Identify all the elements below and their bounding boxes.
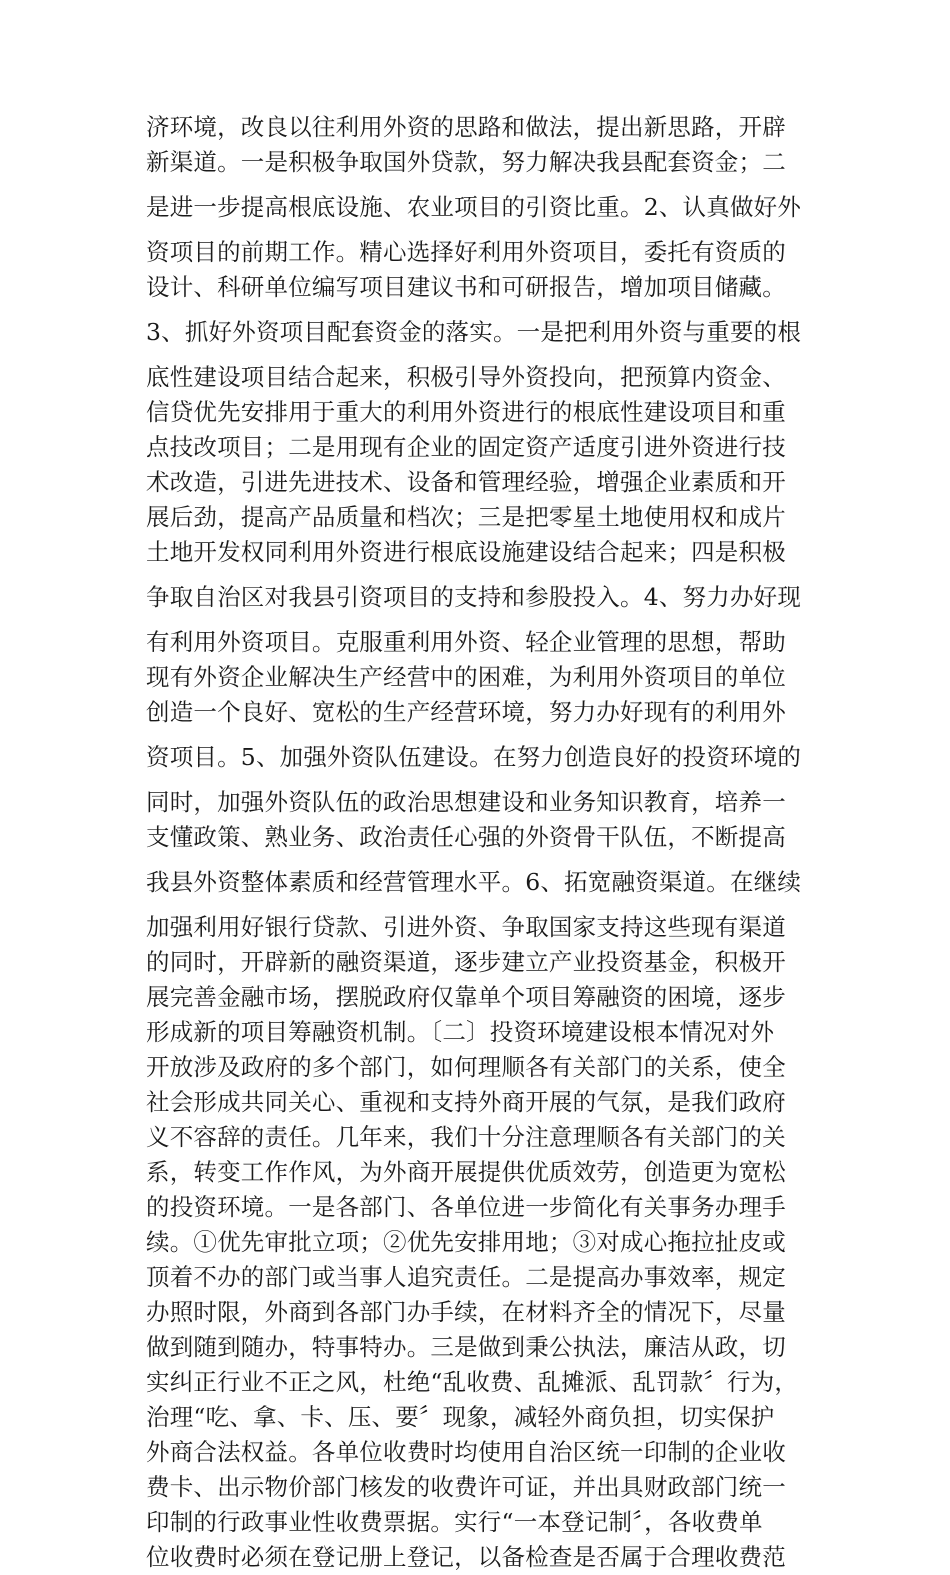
text-line: 社会形成共同关心、重视和支持外商开展的气氛，是我们政府: [146, 1088, 786, 1116]
text-line: 开放涉及政府的多个部门，如何理顺各有关部门的关系，使全: [146, 1053, 786, 1081]
text-line: 有利用外资项目。克服重利用外资、轻企业管理的思想，帮助: [146, 628, 786, 656]
text-line: 我县外资整体素质和经营管理水平。6、拓宽融资渠道。在继续: [146, 868, 802, 896]
text-line: 的投资环境。一是各部门、各单位进一步简化有关事务办理手: [146, 1193, 786, 1221]
text-line: 土地开发权同利用外资进行根底设施建设结合起来；四是积极: [146, 538, 786, 566]
text-line: 点技改项目；二是用现有企业的固定资产适度引进外资进行技: [146, 433, 786, 461]
text-line: 费卡、出示物价部门核发的收费许可证，并出具财政部门统一: [146, 1473, 786, 1501]
text-line: 设计、科研单位编写项目建议书和可研报告，增加项目储藏。: [146, 273, 786, 301]
text-line: 位收费时必须在登记册上登记，以备检查是否属于合理收费范: [146, 1543, 786, 1571]
text-line: 支懂政策、熟业务、政治责任心强的外资骨干队伍，不断提高: [146, 823, 786, 851]
text-line: 是进一步提高根底设施、农业项目的引资比重。2、认真做好外: [146, 193, 802, 221]
text-line: 印制的行政事业性收费票据。实行“一本登记制〞，各收费单: [146, 1508, 763, 1536]
text-line: 的同时，开辟新的融资渠道，逐步建立产业投资基金，积极开: [146, 948, 786, 976]
text-line: 做到随到随办，特事特办。三是做到秉公执法，廉洁从政，切: [146, 1333, 786, 1361]
text-line: 资项目。5、加强外资队伍建设。在努力创造良好的投资环境的: [146, 743, 802, 771]
text-line: 争取自治区对我县引资项目的支持和参股投入。4、努力办好现: [146, 583, 802, 611]
text-line: 济环境，改良以往利用外资的思路和做法，提出新思路，开辟: [146, 113, 786, 141]
text-line: 系，转变工作作风，为外商开展提供优质效劳，创造更为宽松: [146, 1158, 786, 1186]
text-line: 3、抓好外资项目配套资金的落实。一是把利用外资与重要的根: [146, 318, 802, 346]
text-line: 加强利用好银行贷款、引进外资、争取国家支持这些现有渠道: [146, 913, 786, 941]
text-line: 新渠道。一是积极争取国外贷款，努力解决我县配套资金；二: [146, 148, 786, 176]
text-line: 治理“吃、拿、卡、压、要〞现象，减轻外商负担，切实保护: [146, 1403, 775, 1431]
text-line: 创造一个良好、宽松的生产经营环境，努力办好现有的利用外: [146, 698, 786, 726]
body-text: [146, 110, 816, 1575]
text-line: 展完善金融市场，摆脱政府仅靠单个项目筹融资的困境，逐步: [146, 983, 786, 1011]
text-line: 术改造，引进先进技术、设备和管理经验，增强企业素质和开: [146, 468, 786, 496]
text-line: 现有外资企业解决生产经营中的困难，为利用外资项目的单位: [146, 663, 786, 691]
text-line: 顶着不办的部门或当事人追究责任。二是提高办事效率，规定: [146, 1263, 786, 1291]
text-line: 同时，加强外资队伍的政治思想建设和业务知识教育，培养一: [146, 788, 786, 816]
text-line: 底性建设项目结合起来，积极引导外资投向，把预算内资金、: [146, 363, 786, 391]
text-line: 展后劲，提高产品质量和档次；三是把零星土地使用权和成片: [146, 503, 786, 531]
text-line: 形成新的项目筹融资机制。〔二〕投资环境建设根本情况对外: [146, 1018, 775, 1046]
text-line: 信贷优先安排用于重大的利用外资进行的根底性建设项目和重: [146, 398, 786, 426]
text-line: 续。①优先审批立项；②优先安排用地；③对成心拖拉扯皮或: [146, 1228, 786, 1256]
text-line: 外商合法权益。各单位收费时均使用自治区统一印制的企业收: [146, 1438, 786, 1466]
text-line: 资项目的前期工作。精心选择好利用外资项目，委托有资质的: [146, 238, 786, 266]
text-line: 办照时限，外商到各部门办手续，在材料齐全的情况下，尽量: [146, 1298, 786, 1326]
text-line: 义不容辞的责任。几年来，我们十分注意理顺各有关部门的关: [146, 1123, 786, 1151]
text-line: 实纠正行业不正之风，杜绝“乱收费、乱摊派、乱罚款〞行为，: [146, 1368, 799, 1396]
